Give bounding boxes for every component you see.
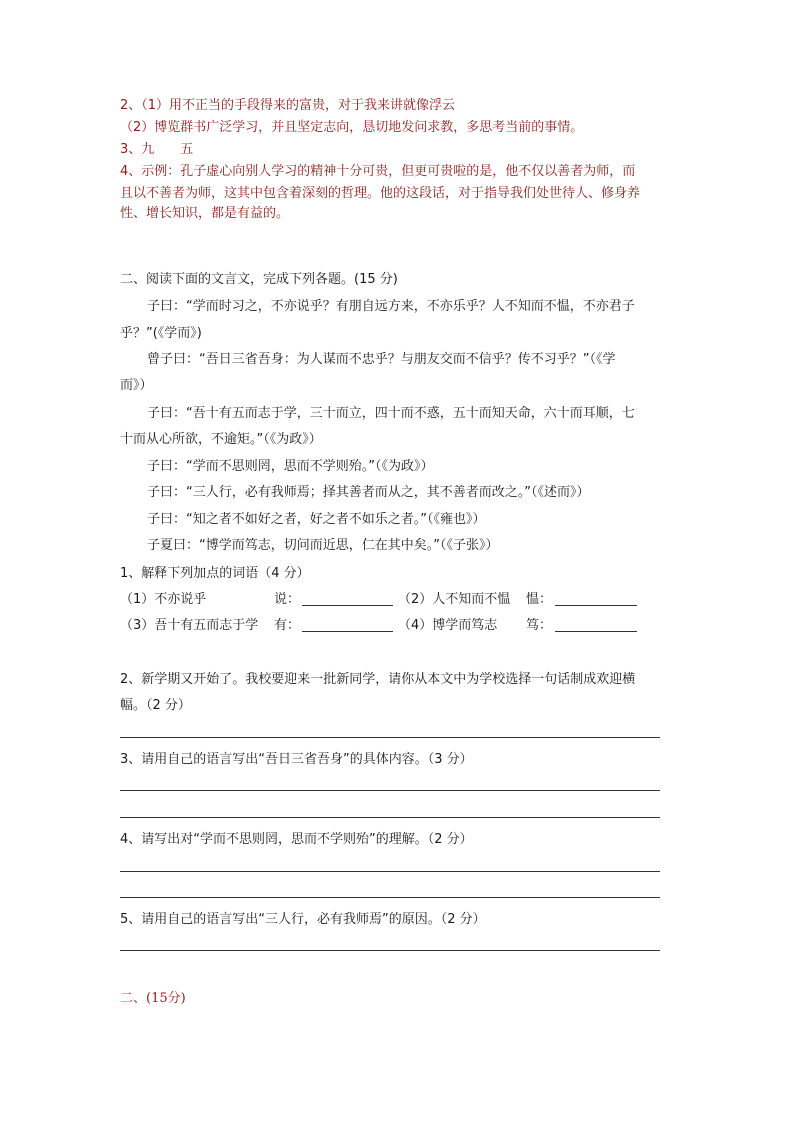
q1-item-d-label: 笃：: [526, 618, 553, 633]
question-3-answer-line-2[interactable]: [120, 817, 660, 818]
question-1: 1、解释下列加点的词语（4 分）: [120, 566, 310, 581]
passage-3-line2: 十而从心所欲，不逾矩。”（《为政》）: [120, 432, 322, 447]
q1-item-b-label: 愠：: [526, 592, 553, 607]
answer-4-line1: 4、示例：孔子虚心向别人学习的精神十分可贵，但更可贵啦的是，他不仅以善者为师，而: [120, 164, 636, 179]
q1-item-b-blank[interactable]: [555, 605, 637, 606]
answer-4-line2: 且以不善者为师，这其中包含着深刻的哲理。他的这段话，对于指导我们处世待人、修身养: [120, 186, 641, 201]
q1-item-c-blank[interactable]: [302, 631, 393, 632]
passage-1-line1: 子曰：“学而时习之，不亦说乎？有朋自远方来，不亦乐乎？人不知而不愠，不亦君子: [147, 299, 635, 314]
passage-4: 子曰：“学而不思则罔，思而不学则殆。”（《为政》）: [147, 459, 434, 474]
answer-4-line3: 性、增长知识，都是有益的。: [120, 206, 290, 221]
question-4-answer-line-2[interactable]: [120, 897, 660, 898]
q1-item-b: （2）人不知而不愠: [398, 592, 511, 607]
q1-item-a-label: 说：: [274, 592, 301, 607]
passage-5: 子曰：“三人行，必有我师焉；择其善者而从之，其不善者而改之。”（《述而》）: [147, 485, 590, 500]
question-4: 4、请写出对“学而不思则罔，思而不学则殆”的理解。（2 分）: [120, 832, 473, 847]
q1-item-d: （4）博学而笃志: [398, 618, 498, 633]
question-4-answer-line-1[interactable]: [120, 871, 660, 872]
answer-2-1: 2、（1）用不正当的手段得来的富贵，对于我来讲就像浮云: [120, 98, 456, 113]
passage-1-line2: 乎？”(《学而》): [120, 326, 202, 341]
question-2-line2: 幅。（2 分）: [120, 698, 191, 713]
q1-item-a-blank[interactable]: [302, 605, 393, 606]
answer-3: 3、九 五: [120, 142, 194, 157]
question-2-answer-line[interactable]: [120, 737, 660, 738]
q1-item-d-blank[interactable]: [555, 631, 637, 632]
question-5: 5、请用自己的语言写出“三人行，必有我师焉”的原因。（2 分）: [120, 912, 486, 927]
passage-2-line2: 而》）: [120, 378, 153, 393]
passage-6: 子曰：“知之者不如好之者，好之者不如乐之者。”（《雍也》）: [147, 512, 486, 527]
question-3-answer-line-1[interactable]: [120, 790, 660, 791]
question-3: 3、请用自己的语言写出“吾日三省吾身”的具体内容。（3 分）: [120, 752, 473, 767]
q1-item-c-label: 有：: [274, 618, 301, 633]
question-2-line1: 2、新学期又开始了。我校要迎来一批新同学，请你从本文中为学校选择一句话制成欢迎横: [120, 672, 636, 687]
answer-2-2: （2）博览群书广泛学习，并且坚定志向，恳切地发问求教，多思考当前的事情。: [120, 120, 584, 135]
q1-item-a: （1）不亦说乎: [120, 592, 207, 607]
passage-2-line1: 曾子曰：“吾日三省吾身：为人谋而不忠乎？与朋友交而不信乎？传不习乎？”（《学: [147, 352, 616, 367]
question-5-answer-line[interactable]: [120, 950, 660, 951]
passage-3-line1: 子曰：“吾十有五而志于学，三十而立，四十而不惑，五十而知天命，六十而耳顺，七: [147, 406, 635, 421]
section-title: 二、阅读下面的文言文，完成下列各题。(15 分): [120, 272, 398, 287]
passage-7: 子夏曰：“博学而笃志，切问而近思，仁在其中矣。”（《子张》）: [147, 538, 499, 553]
q1-item-c: （3）吾十有五而志于学: [120, 618, 259, 633]
next-section-header: 二、(15分): [120, 991, 186, 1006]
